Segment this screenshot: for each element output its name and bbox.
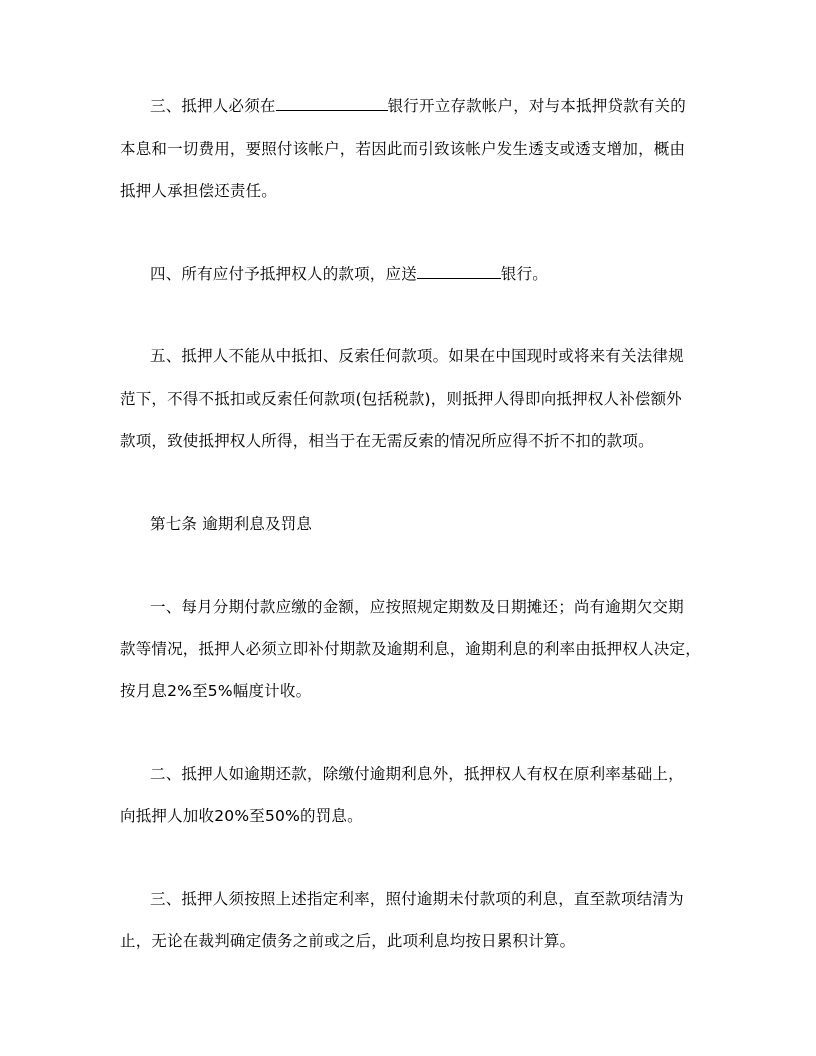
section4-line [150,264,548,284]
section3-text-after-blank: 银行开立存款帐户，对与本抵押贷款有关的 [387,97,686,115]
payment-bank-blank [417,264,501,279]
section3-text-before-blank: 三、抵押人必须在 [150,97,276,115]
section3-line3: 抵押人承担偿还责任。 [120,182,278,200]
section5-line1: 五、抵押人不能从中抵扣、反索任何款项。如果在中国现时或将来有关法律规 [150,347,684,365]
section4-text-before-blank: 四、所有应付予抵押权人的款项，应送 [150,265,417,283]
article7-item2-line1: 二、抵押人如逾期还款，除缴付逾期利息外，抵押权人有权在原利率基础上， [150,765,684,783]
bank-name-blank [276,96,388,111]
section4-text-after-blank: 银行。 [500,265,549,283]
article7-item3-line1: 三、抵押人须按照上述指定利率，照付逾期未付款项的利息，直至款项结清为 [150,890,684,908]
section5-line3: 款项，致使抵押权人所得，相当于在无需反索的情况所应得不折不扣的款项。 [120,432,654,450]
section5-line2: 范下，不得不抵扣或反索任何款项(包括税款)，则抵押人得即向抵押权人补偿额外 [120,390,682,408]
article7-item1-line3: 按月息2%至5%幅度计收。 [120,682,312,700]
section3-line2: 本息和一切费用，要照付该帐户，若因此而引致该帐户发生透支或透支增加，概由 [120,140,686,158]
article7-item2-line2: 向抵押人加收20%至50%的罚息。 [120,807,363,825]
article7-item3-line2: 止，无论在裁判确定债务之前或之后，此项利息均按日累积计算。 [120,932,576,950]
section3-line1 [150,96,686,116]
article7-item1-line2: 款等情况，抵押人必须立即补付期款及逾期利息，逾期利息的利率由抵押权人决定， [120,640,701,658]
article7-item1-line1: 一、每月分期付款应缴的金额，应按照规定期数及日期摊还；尚有逾期欠交期 [150,598,684,616]
article7-heading: 第七条 逾期利息及罚息 [150,515,313,533]
